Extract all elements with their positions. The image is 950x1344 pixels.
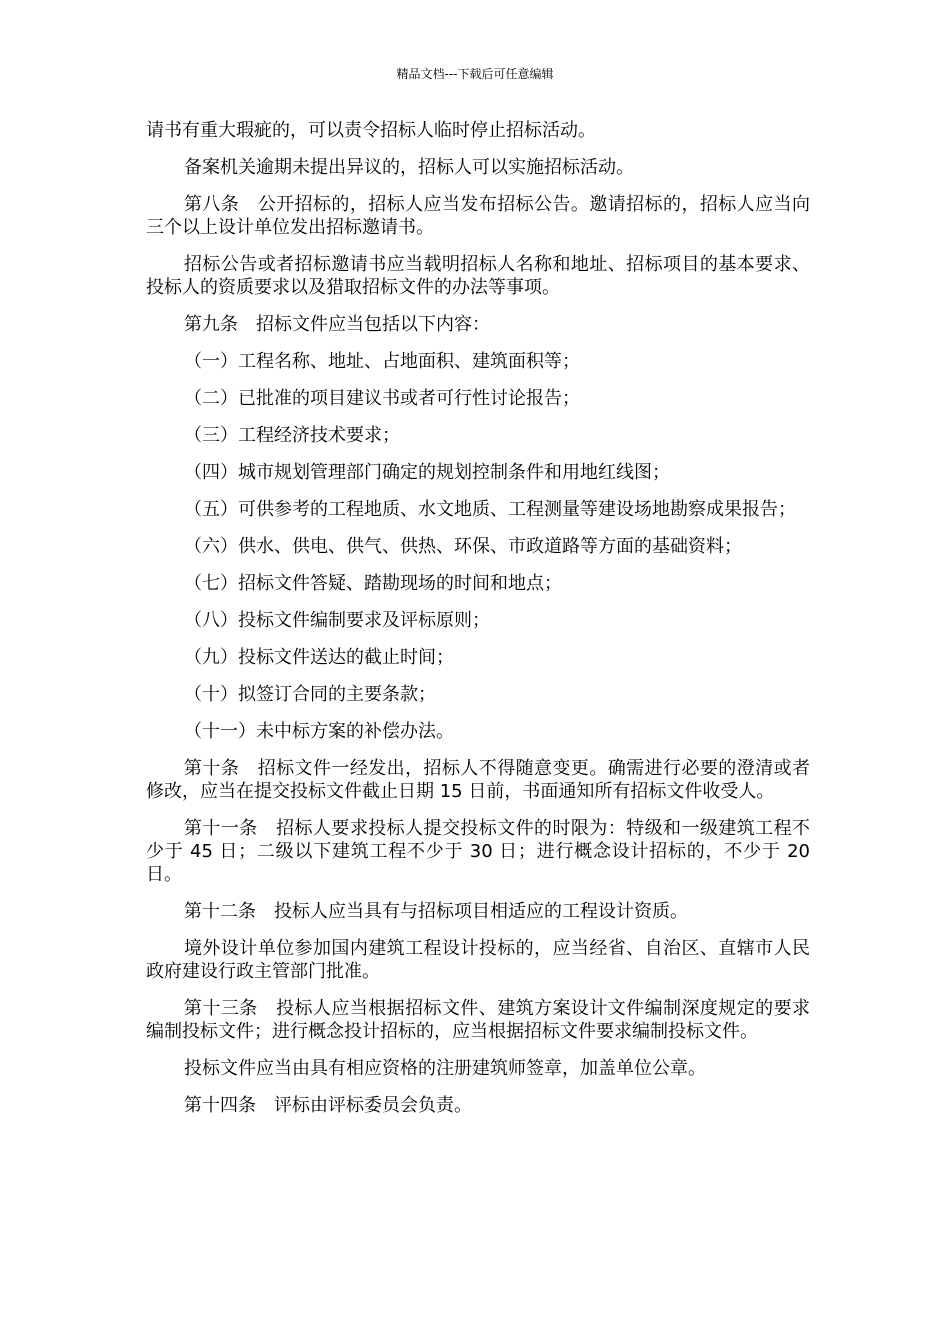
list-item: （二）已批准的项目建议书或者可行性讨论报告； (184, 388, 580, 409)
list-item: （五）可供参考的工程地质、水文地质、工程测量等建设场地勘察成果报告； (184, 499, 796, 520)
article-11: 第十一条 招标人要求投标人提交投标文件的时限为：特级和一级建筑工程不少于 45 日；二级以下建筑工程不少于 30 日；进行概念设计招标的，不少于 20 日。 (146, 818, 810, 885)
list-item: （四）城市规划管理部门确定的规划控制条件和用地红线图； (184, 462, 670, 483)
list-item: （一）工程名称、地址、占地面积、建筑面积等； (184, 351, 580, 372)
list-item: （八）投标文件编制要求及评标原则； (184, 610, 490, 631)
article-9: 第九条 招标文件应当包括以下内容： (184, 314, 490, 335)
paragraph-continuation: 请书有重大瑕疵的，可以责令招标人临时停止招标活动。 (146, 120, 596, 141)
list-item: （三）工程经济技术要求； (184, 425, 400, 446)
article-14: 第十四条 评标由评标委员会负责。 (184, 1095, 472, 1116)
article-8: 第八条 公开招标的，招标人应当发布招标公告。邀请招标的，招标人应当向三个以上设计单位发出招标邀请书。 (146, 194, 810, 238)
list-item: （十一）未中标方案的补偿办法。 (184, 721, 454, 742)
article-10: 第十条 招标文件一经发出，招标人不得随意变更。确需进行必要的澄清或者修改，应当在提交投标文件截止日期 15 日前，书面通知所有招标文件收受人。 (146, 758, 810, 802)
article-12: 第十二条 投标人应当具有与招标项目相适应的工程设计资质。 (184, 901, 688, 922)
article-13: 第十三条 投标人应当根据招标文件、建筑方案设计文件编制深度规定的要求编制投标文件；进行概念投计招标的，应当根据招标文件要求编制投标文件。 (146, 998, 810, 1042)
list-item: （十）拟签订合同的主要条款； (184, 684, 436, 705)
paragraph: 招标公告或者招标邀请书应当载明招标人名称和地址、招标项目的基本要求、投标人的资质要求以及猎取招标文件的办法等事项。 (146, 254, 810, 298)
list-item: （九）投标文件送达的截止时间； (184, 647, 454, 668)
document-body (146, 119, 810, 1131)
list-item: （六）供水、供电、供气、供热、环保、市政道路等方面的基础资料； (184, 536, 742, 557)
paragraph: 投标文件应当由具有相应资格的注册建筑师签章，加盖单位公章。 (184, 1058, 706, 1079)
list-item: （七）招标文件答疑、踏勘现场的时间和地点； (184, 573, 562, 594)
paragraph: 境外设计单位参加国内建筑工程设计投标的，应当经省、自治区、直辖市人民政府建设行政主管部门批准。 (146, 938, 810, 982)
paragraph: 备案机关逾期未提出异议的，招标人可以实施招标活动。 (184, 157, 634, 178)
page-header: 精品文档---下载后可任意编辑 (396, 67, 554, 81)
